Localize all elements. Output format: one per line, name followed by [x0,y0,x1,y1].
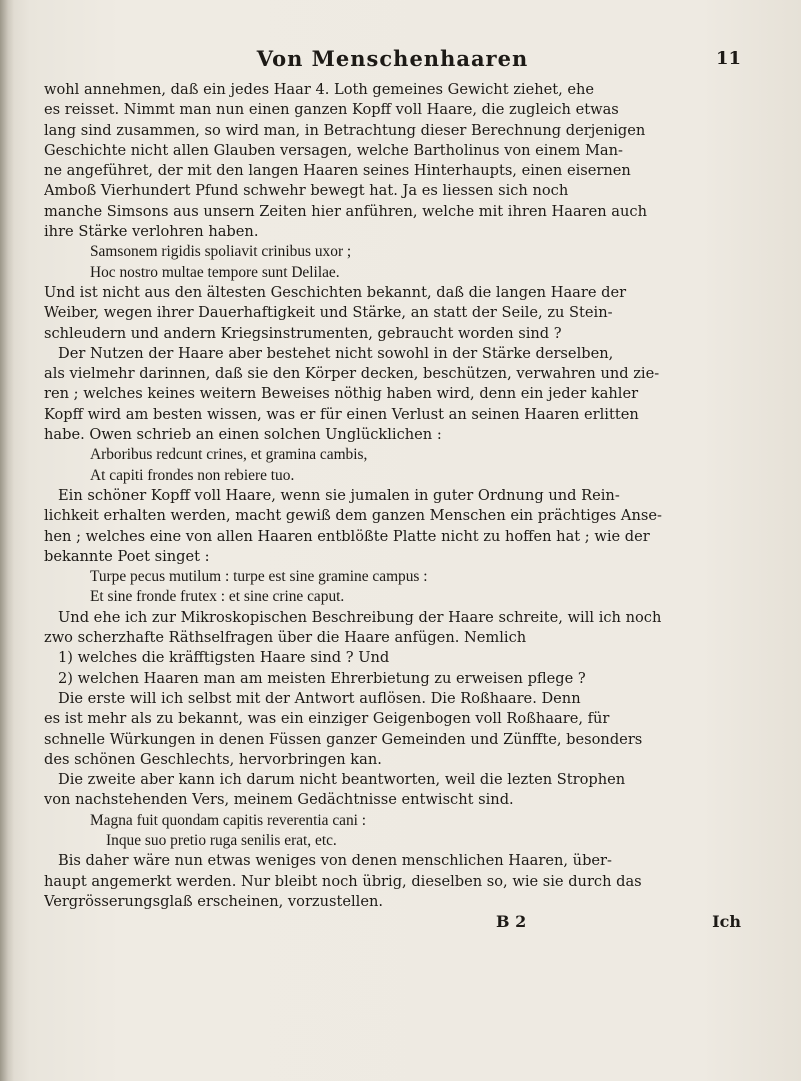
verse-line: Turpe pecus mutilum : turpe est sine gramine campus : [90,568,428,586]
running-head [44,46,741,80]
text-line: des schönen Geschlechts, hervorbringen kan. [44,750,382,768]
text-line: Und ehe ich zur Mikroskopischen Beschreibung der Haare schreite, will ich noch [58,608,662,626]
text-line: von nachstehenden Vers, meinem Gedächtnisse entwischt sind. [44,791,514,809]
text-line: haupt angemerkt werden. Nur bleibt noch übrig, dieselben so, wie sie durch das [44,872,642,890]
text-line: Geschichte nicht allen Glauben versagen, welche Bartholinus von einem Man- [44,141,623,159]
verse-line: Hoc nostro multae tempore sunt Delilae. [90,263,340,281]
text-line: schnelle Würkungen in denen Füssen ganzer Gemeinden und Zünffte, besonders [44,730,643,748]
text-line: lichkeit erhalten werden, macht gewiß dem ganzen Menschen ein prächtiges Anse- [44,507,662,525]
text-line: es ist mehr als zu bekannt, was ein einziger Geigenbogen voll Roßhaare, für [44,710,610,728]
text-line: ihre Stärke verlohren haben. [44,223,259,241]
text-line: ren ; welches keines weitern Beweises nöthig haben wird, denn ein jeder kahler [44,385,639,403]
text-line: lang sind zusammen, so wird man, in Betrachtung dieser Berechnung derjenigen [44,121,646,139]
text-line: 2) welchen Haaren man am meisten Ehrerbietung zu erweisen pflege ? [58,669,586,687]
text-line: ne angeführet, der mit den langen Haaren seines Hinterhaupts, einen eisernen [44,162,631,180]
text-line: schleudern und andern Kriegsinstrumenten, gebraucht worden sind ? [44,324,562,342]
text-line: manche Simsons aus unsern Zeiten hier anführen, welche mit ihren Haaren auch [44,202,647,220]
text-line: zwo scherzhafte Räthselfragen über die Haare anfügen. Nemlich [44,629,527,647]
verse-line: Magna fuit quondam capitis reverentia cani : [90,811,367,829]
text-line: es reisset. Nimmt man nun einen ganzen Kopff voll Haare, die zugleich etwas [44,101,619,119]
text-line: Amboß Vierhundert Pfund schwehr bewegt hat. Ja es liessen sich noch [44,182,569,200]
text-line: als vielmehr darinnen, daß sie den Körper decken, beschützen, verwahren und zie- [44,365,660,383]
text-line: Vergrösserungsglaß erscheinen, vorzustellen. [44,892,384,910]
verse-line: Et sine fronde frutex : et sine crine caput. [90,588,345,606]
text-line: Ein schöner Kopff voll Haare, wenn sie jumalen in guter Ordnung und Rein- [58,486,620,504]
page-number: 11 [715,48,741,69]
text-line: Kopff wird am besten wissen, was er für einen Verlust an seinen Haaren erlitten [44,405,639,423]
text-line: bekannte Poet singet : [44,547,210,565]
text-line: Bis daher wäre nun etwas weniges von denen menschlichen Haaren, über- [58,852,612,870]
verse-line: Arboribus redcunt crines, et gramina cambis, [90,446,368,464]
text-line: wohl annehmen, daß ein jedes Haar 4. Loth gemeines Gewicht ziehet, ehe [44,81,595,98]
signature-mark: B 2 [496,912,527,932]
text-line: Die erste will ich selbst mit der Antwort auflösen. Die Roßhaare. Denn [58,689,581,707]
text-line: Weiber, wegen ihrer Dauerhaftigkeit und Stärke, an statt der Seile, zu Stein- [44,304,613,322]
text-line: habe. Owen schrieb an einen solchen Unglücklichen : [44,426,442,444]
body-text [44,80,741,912]
page-title: Von Menschenhaaren [256,46,529,71]
verse-line: Inque suo pretio ruga senilis erat, etc. [106,831,337,849]
page-footer [44,912,741,932]
catchword: Ich [712,912,741,932]
text-line: Der Nutzen der Haare aber bestehet nicht sowohl in der Stärke derselben, [58,344,614,362]
binding-gutter [0,0,14,1081]
text-line: hen ; welches eine von allen Haaren entblößte Platte nicht zu hoffen hat ; wie der [44,527,650,545]
text-line: Und ist nicht aus den ältesten Geschichten bekannt, daß die langen Haare der [44,283,627,301]
verse-line: Samsonem rigidis spoliavit crinibus uxor ; [90,243,352,261]
text-line: 1) welches die kräfftigsten Haare sind ? Und [58,649,390,667]
text-line: Die zweite aber kann ich darum nicht beantworten, weil die lezten Strophen [58,771,626,789]
verse-line: At capiti frondes non rebiere tuo. [90,466,295,484]
